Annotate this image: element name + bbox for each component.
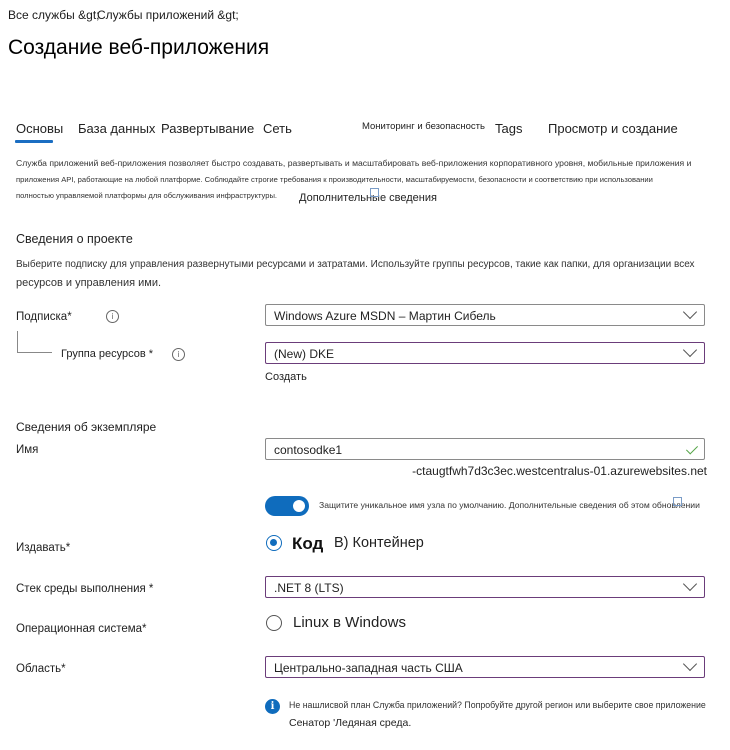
toggle-description: Защитите уникальное имя узла по умолчанию. Дополнительные сведения об этом обновлении — [319, 500, 700, 510]
project-desc-line-1: Выберите подписку для управления развернутыми ресурсами и затратами. Используйте группы ресурсов, такие как папки, для организации всех — [16, 259, 695, 270]
region-value: Центрально-западная часть США — [274, 661, 463, 675]
publish-container-label[interactable]: В) Контейнер — [334, 535, 424, 551]
tab-deployment[interactable]: Развертывание — [161, 121, 255, 136]
publish-code-label[interactable]: Код — [292, 534, 324, 553]
name-input[interactable] — [265, 438, 705, 460]
project-details-heading: Сведения о проекте — [16, 232, 133, 246]
instance-details-heading: Сведения об экземпляре — [16, 420, 157, 434]
resource-group-select[interactable] — [265, 342, 705, 364]
intro-line-1: Служба приложений веб-приложения позволяет быстро создавать, развертывать и масштабировать веб-приложения корпоративного уровня, мобильные приложения и — [16, 158, 692, 168]
os-label: Операционная система* — [16, 623, 147, 635]
project-desc-line-2: ресурсов и управления ими. — [16, 277, 162, 289]
info-icon: i — [265, 699, 280, 714]
page-title: Создание веб-приложения — [8, 36, 270, 59]
runtime-stack-select[interactable] — [265, 576, 705, 598]
tree-connector-vertical — [17, 331, 18, 353]
intro-line-3: полностью управляемой платформы для обслуживания инфраструктуры. — [16, 191, 278, 200]
info-icon[interactable]: i — [172, 348, 185, 361]
region-info-line-1: Не нашлисвой план Служба приложений? Попробуйте другой регион или выберите свое приложение — [289, 700, 706, 710]
chevron-down-icon — [683, 343, 697, 357]
info-icon[interactable]: i — [106, 310, 119, 323]
secure-hostname-toggle[interactable] — [265, 496, 309, 516]
subscription-label: Подписка* — [16, 311, 72, 323]
tab-basics[interactable]: Основы — [16, 121, 64, 136]
toggle-knob — [293, 500, 305, 512]
intro-line-2: приложения API, работающие на любой платформе. Соблюдайте строгие требования к производительности, масштабируемости, безопасности и соответствию при использовании — [16, 175, 653, 184]
resource-group-label: Группа ресурсов * — [61, 348, 154, 360]
subscription-select[interactable] — [265, 304, 705, 326]
subscription-value: Windows Azure MSDN – Мартин Сибель — [274, 309, 496, 323]
region-info-line-2: Сенатор 'Ледяная среда. — [289, 717, 412, 729]
name-label: Имя — [16, 444, 39, 456]
region-select[interactable] — [265, 656, 705, 678]
domain-suffix: -ctaugtfwh7d3c3ec.westcentralus-01.azurewebsites.net — [412, 464, 707, 478]
tree-connector-horizontal — [17, 352, 52, 353]
external-link-icon — [673, 497, 682, 506]
name-value: contosodke1 — [274, 443, 343, 457]
publish-label: Издавать* — [16, 542, 71, 554]
learn-more-link[interactable]: Дополнительные сведения — [299, 192, 437, 204]
region-label: Область* — [16, 663, 66, 675]
active-tab-indicator — [15, 140, 53, 143]
breadcrumb-all-services[interactable]: Все службы &gt; — [8, 8, 100, 22]
os-linux-radio[interactable] — [266, 615, 282, 631]
external-link-icon — [370, 188, 379, 197]
chevron-down-icon — [683, 657, 697, 671]
runtime-stack-label: Стек среды выполнения * — [16, 583, 154, 595]
publish-code-radio[interactable] — [266, 535, 282, 551]
tab-tags[interactable]: Tags — [495, 121, 523, 136]
tab-database[interactable]: База данных — [78, 121, 156, 136]
tab-monitoring[interactable]: Мониторинг и безопасность — [362, 121, 485, 132]
chevron-down-icon — [683, 577, 697, 591]
breadcrumb-app-services[interactable]: Службы приложений &gt; — [97, 8, 239, 22]
os-option-label[interactable]: Linux в Windows — [293, 614, 407, 631]
resource-group-value: (New) DKE — [274, 347, 335, 361]
tab-networking[interactable]: Сеть — [263, 121, 292, 136]
create-new-resource-group-link[interactable]: Создать — [265, 371, 307, 383]
runtime-stack-value: .NET 8 (LTS) — [274, 581, 344, 595]
checkmark-icon — [686, 442, 698, 454]
tab-review-create[interactable]: Просмотр и создание — [548, 121, 678, 136]
chevron-down-icon — [683, 305, 697, 319]
